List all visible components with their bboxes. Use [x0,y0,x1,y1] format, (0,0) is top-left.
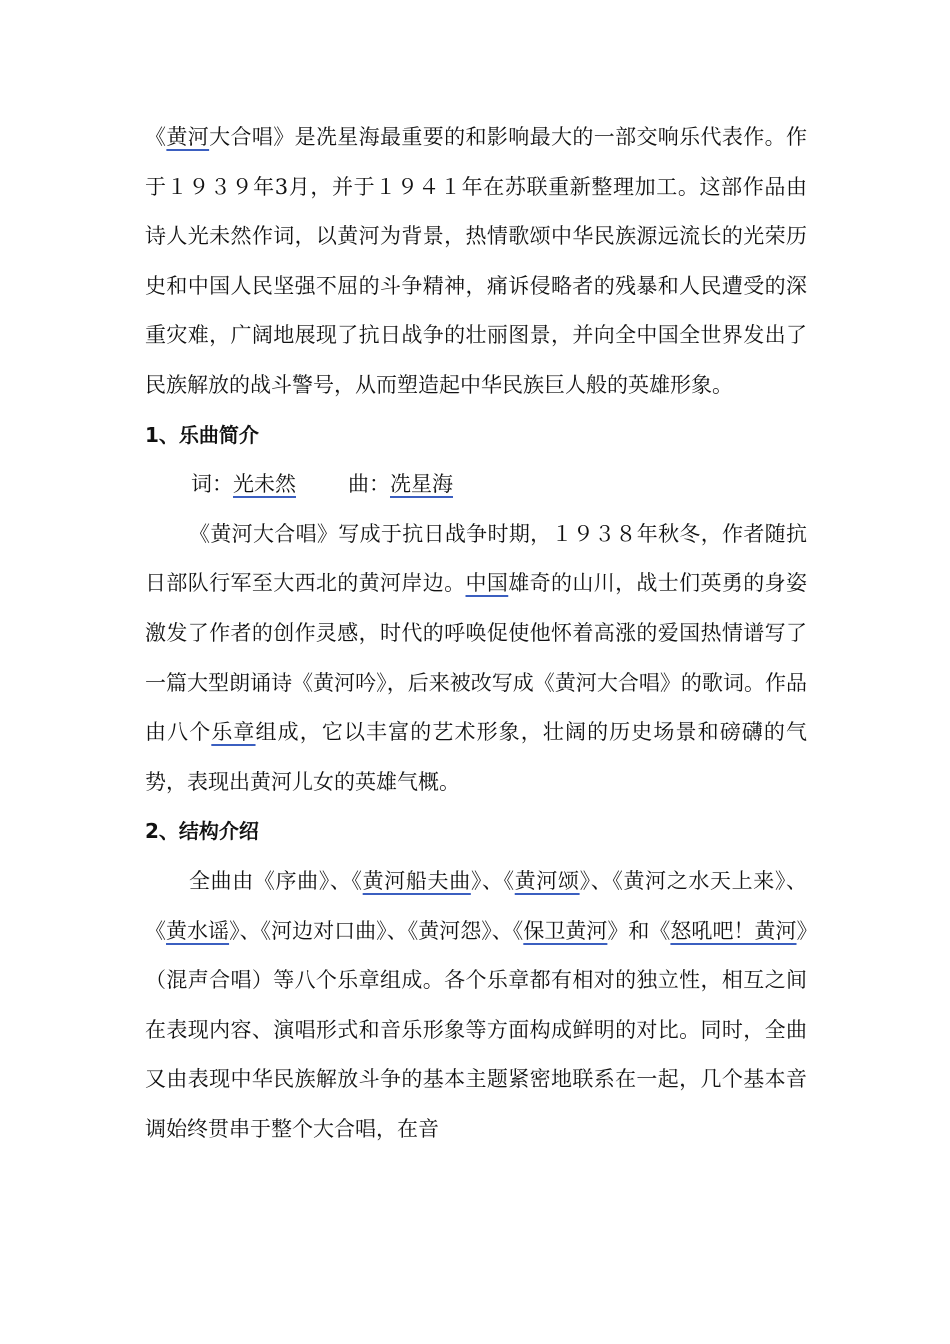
composer-label: 曲： [348,472,390,497]
s2-link-baoweihuanghe[interactable]: 保卫黄河 [523,918,608,943]
section2-heading: 2、结构介绍 [145,819,259,844]
lyricist-link[interactable]: 光未然 [233,472,296,497]
composer-link[interactable]: 冼星海 [390,472,453,497]
s2-link-chuanfuqu[interactable]: 黄河船夫曲 [362,868,471,893]
intro-text-1: 《 [145,125,167,149]
s1-link-zhongguo[interactable]: 中国 [465,571,509,596]
lyricist-label: 词： [191,472,233,497]
s2-text-3: 》、《黄河之水天上来》、《 [145,868,808,943]
credits-line [145,460,807,510]
s1-text-3: 组成，它以丰富的艺术形象，壮阔的历史场景和磅礴的气势，表现出黄河儿女的英雄气概。 [145,720,808,794]
intro-paragraph [145,113,807,411]
s2-text-1: 全曲由《序曲》、《 [189,868,363,893]
s2-text-6: 》（混声合唱）等八个乐章组成。各个乐章都有相对的独立性，相互之间在表现内容、演唱形式和音乐形象等方面构成鲜明的对比。同时，全曲又由表现中华民族解放斗争的基本主题紧密地联系在一起，几个基本音调始终贯串于整个大合唱，在音 [145,918,808,1141]
section2-paragraph [145,857,807,1155]
section1-paragraph [145,510,807,808]
intro-link-huanghe[interactable]: 黄河 [166,125,210,149]
section1-heading: 1、乐曲简介 [145,422,259,447]
s2-text-5: 》和《 [607,918,671,943]
s2-link-nuhouba[interactable]: 怒吼吧！黄河 [670,918,797,943]
s1-link-yuezhang[interactable]: 乐章 [211,720,256,745]
s2-link-huangshuiyao[interactable]: 黄水谣 [166,918,230,943]
s1-text-1: 《黄河大合唱》写成于抗日战争时期，１９３８年秋冬，作者随抗日部队行军至大西北的黄河岸边。 [145,521,807,596]
s2-text-4: 》、《河边对口曲》、《黄河怨》、《 [229,918,524,943]
s2-text-2: 》、《 [470,868,515,893]
intro-text-2: 大合唱》是冼星海最重要的和影响最大的一部交响乐代表作。作于１９３９年3月，并于１９４１年在苏联重新整理加工。这部作品由诗人光未然作词，以黄河为背景，热情歌颂中华民族源远流长的光荣历史和中国人民坚强不屈的斗争精神，痛诉侵略者的残暴和人民遭受的深重灾难，广阔地展现了抗日战争的壮丽图景，并向全中国全世界发出了民族解放的战斗警号，从而塑造起中华民族巨人般的英雄形象。 [145,125,808,397]
document-page [145,113,807,1154]
s1-text-2: 雄奇的山川，战士们英勇的身姿激发了作者的创作灵感，时代的呼唤促使他怀着高涨的爱国热情谱写了一篇大型朗诵诗《黄河吟》，后来被改写成《黄河大合唱》的歌词。作品由八个 [145,571,807,745]
s2-link-huanghesong[interactable]: 黄河颂 [514,868,580,893]
